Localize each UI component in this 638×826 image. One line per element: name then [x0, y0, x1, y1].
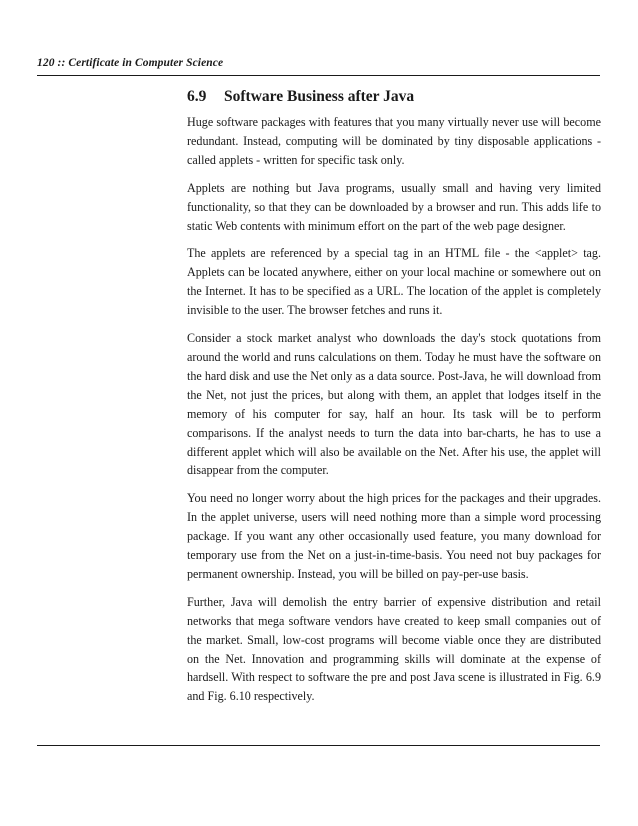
section-number: 6.9	[187, 88, 207, 105]
footer-divider	[37, 745, 600, 746]
section-heading	[187, 86, 601, 108]
paragraph: The applets are referenced by a special tag in an HTML file - the <applet> tag. Applets can be located anywhere, either on your local machine or somewhere out on the Internet. It has to be specified as a URL. The location of the applet is completely invisible to the user. The browser fetches and runs it.	[187, 246, 601, 318]
running-header: 120 :: Certificate in Computer Science	[37, 57, 224, 69]
section-body	[187, 86, 601, 715]
header-divider	[37, 75, 600, 76]
paragraph: You need no longer worry about the high prices for the packages and their upgrades. In the applet universe, users will need nothing more than a simple word processing package. If you want any other occasionally used feature, you many download for temporary use from the Net on a just-in-time-basis. You need not buy packages for permanent ownership. Instead, you will be billed on pay-per-use basis.	[187, 491, 601, 581]
paragraph: Consider a stock market analyst who downloads the day's stock quotations from around the world and runs calculations on them. Today he must have the software on the hard disk and use the Net only as a data source. Post-Java, he will download from the Net, not just the prices, but along with them, an applet that lodges itself in the memory of his computer for say, half an hour. Its task will be to perform comparisons. If the analyst needs to turn the data into bar-charts, he has to use a different applet which will also be available on the Net. After his use, the applet will disappear from the computer.	[187, 331, 601, 478]
paragraph: Further, Java will demolish the entry barrier of expensive distribution and retail networks that mega software vendors have created to keep small companies out of the market. Small, low-cost programs will become viable once they are distributed on the Net. Innovation and programming skills will dominate at the expense of hardsell. With respect to software the pre and post Java scene is illustrated in Fig. 6.9 and Fig. 6.10 respectively.	[187, 594, 601, 704]
section-title: Software Business after Java	[224, 88, 415, 105]
paragraph: Huge software packages with features that you many virtually never use will become redundant. Instead, computing will be dominated by tiny disposable applications - called applets - written for specific task only.	[187, 115, 601, 167]
paragraph: Applets are nothing but Java programs, usually small and having very limited functionality, so that they can be downloaded by a browser and run. This adds life to static Web contents with minimum effort on the part of the web page designer.	[187, 180, 601, 233]
